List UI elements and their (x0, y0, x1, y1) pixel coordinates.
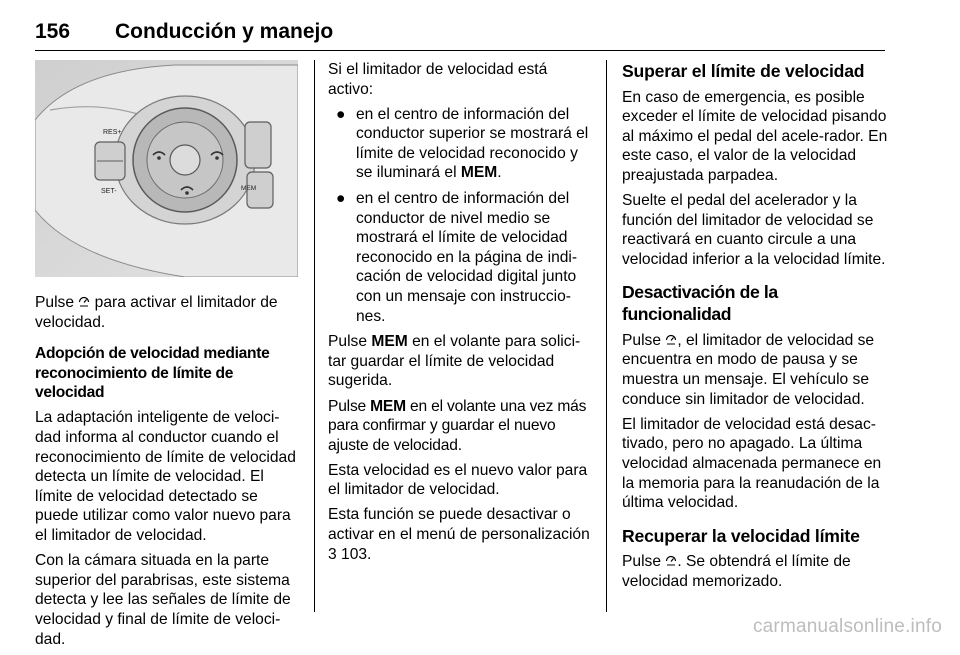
page-title: Conducción y manejo (115, 20, 334, 43)
watermark: carmanualsonline.info (752, 616, 942, 637)
heading-recover-limit: Recuperar la velocidad límite (622, 525, 860, 546)
page-number: 156 (35, 20, 71, 43)
bullet-icon: ● (336, 105, 346, 123)
set-label: SET- (101, 188, 117, 195)
paragraph: Suelte el pedal del acelerador y la función del limitador de velocidad se reactivará en cuanto circule a una velocidad inferior a la velocidad límite. (622, 191, 886, 268)
column-left (35, 60, 300, 655)
column-right (622, 60, 888, 597)
page-reference[interactable]: 103. (336, 545, 372, 563)
bullet-list (328, 105, 590, 327)
column-middle (328, 60, 590, 570)
speed-limiter-icon (665, 553, 677, 565)
paragraph: El limitador de velocidad está desac-tivado, pero no apagado. La última velocidad almacenada permanece en la memoria para la reanudación de la última velocidad. (622, 415, 882, 512)
steering-wheel-controls-illustration (35, 60, 298, 277)
paragraph: Pulse , el limitador de velocidad se encuentra en modo de pausa y se muestra un mensaje. El vehículo se conduce sin limitador de velocidad. (622, 331, 875, 408)
paragraph: Esta función se puede desactivar o activar en el menú de personalización 3 103. (328, 506, 590, 563)
list-item: ● en el centro de información del conductor superior se mostrará el límite de velocidad reconocido y se iluminará el MEM. (336, 105, 589, 182)
heading-deactivation: Desactivación de la funcionalidad (622, 282, 778, 325)
column-divider (314, 60, 315, 612)
speed-limiter-icon (78, 294, 90, 306)
speed-limiter-icon (665, 332, 677, 344)
paragraph: La adaptación inteligente de veloci-dad informa al conductor cuando el reconocimiento de límite de velocidad detecta un límite de velocidad. El límite de velocidad detectado se puede utilizar como valor nuevo para el limitador de velocidad. (35, 409, 296, 545)
subheading-speed-adoption: Adopción de velocidad mediante reconocimiento de límite de velocidad (35, 345, 270, 402)
steering-wheel-svg (35, 60, 298, 277)
heading-exceed-limit: Superar el límite de velocidad (622, 61, 865, 81)
res-label: RES+ (103, 129, 122, 136)
paragraph: Pulse MEM en el volante una vez más para confirmar y guardar el nuevo ajuste de velocidad. (328, 397, 587, 454)
paragraph: En caso de emergencia, es posible exceder el límite de velocidad pisando al máximo el pedal del acele-rador. En este caso, el valor de la velocidad preajustada parpadea. (622, 88, 888, 184)
paragraph: Pulse . Se obtendrá el límite de velocidad memorizado. (622, 553, 851, 590)
paragraph: Si el limitador de velocidad está activo: (328, 61, 548, 98)
paragraph: Esta velocidad es el nuevo valor para el limitador de velocidad. (328, 461, 588, 499)
paragraph: Pulse MEM en el volante para solici-tar guardar el límite de velocidad sugerida. (328, 333, 581, 390)
column-divider (606, 60, 607, 612)
paragraph: Pulse para activar el limitador de velocidad. (35, 294, 278, 331)
bullet-icon: ● (336, 190, 346, 208)
mem-label: MEM (241, 185, 257, 192)
list-item: ● en el centro de información del conductor de nivel medio se mostrará el límite de velocidad reconocido en la página de indi-cación de velocidad digital junto con un mensaje con instruccio-nes. (336, 190, 578, 325)
page-header (35, 14, 885, 51)
page-reference-arrow-icon: 3 (328, 545, 337, 563)
paragraph: Con la cámara situada en la parte superior del parabrisas, este sistema detecta y lee las señales de límite de velocidad y final de límite de veloci-dad. (35, 552, 291, 648)
